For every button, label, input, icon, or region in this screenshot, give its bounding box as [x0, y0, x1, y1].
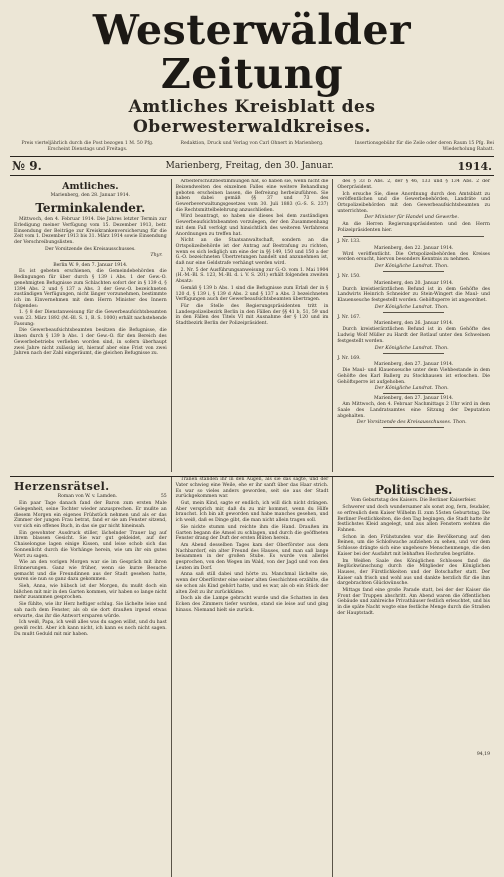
notice-item: [337, 274, 490, 313]
divider: [383, 312, 444, 313]
masthead: [10, 8, 494, 152]
terminkalender-heading: Terminkalender.: [35, 201, 146, 216]
divider: [383, 393, 444, 394]
notice-item: [337, 239, 490, 272]
feuilleton-author: Roman von W. v. Lamden.: [57, 494, 118, 500]
notice-item: [337, 356, 490, 395]
paragraph: Ich weiß, Papa, ich weiß alles was du sagen willst, und du hast gewiß recht. Aber ich kann nicht, ich kann es noch nicht sagen. Du mußt Geduld mit mir haben.: [14, 620, 167, 637]
politics-heading: Politisches.: [375, 483, 453, 498]
divider: [60, 260, 121, 261]
notice-date: Marienberg, den 20. Januar 1914.: [373, 280, 454, 286]
divider: [383, 427, 444, 428]
dateline-small: Berlin W. 9, den 7. Januar 1914.: [53, 263, 128, 269]
paragraph: Gut, mein Kind, sagte er endlich, ich will dich nicht drängen. Aber versprich mir, daß du zu mir kommst, wenn du Hilfe brauchst. Ich bin alt geworden und habe manches gesehen, und ich weiß, daß es Dinge gibt, die man nicht allein tragen soll.: [175, 501, 329, 524]
divider: [383, 271, 444, 272]
paragraph: Schwerer und doch wundersamer als sonst zog, fern, feudaler, so erfreulich dem Kaiser Wilhelm II. zum 55sten Geburtstag. Die Berliner Festlichkeiten, die den Tag begingen, die Stadt hatte ihr festlichstes Kleid angelegt, und aus allen Fenstern wehten die Fahnen.: [337, 505, 491, 533]
divider: [343, 236, 484, 237]
paragraph: Die Gewerbeaufsichtsbeamten besitzen die Befugnisse, die ihnen durch § 139 b Abs. 1 der Gew.-O. für den Bereich des Gewerbebetriebs verliehen worden sind, in sofern überhaupt zwei Jahre nicht zulässig ist, hierauf aber eine Frist von zwei Jahren nach der Zahl eingeräumt, die gleichen Befugnisse zu.: [14, 328, 167, 357]
column-2: [172, 179, 334, 472]
paragraph: Es ist gebeten erschienen, die Gemeindebehörden die Bedingungen für über durch § 139 i Abs. 1 der Gew.-O. genehmigten Befugnisse zum Schlachten sofort der in § 139 d, § 1394 Abs. 2 und § 137 a Abs. 3 der Gew.-O. bezeichneten zuständigen Verfügungen, nicht länger vorzunehmen, bestimmte ich im Einvernehmen mit dem Herrn Minister des Innern folgendes:: [14, 269, 167, 309]
page-footer-number: 94,19: [476, 752, 490, 757]
feuilleton-byline: [14, 494, 167, 499]
issue-year: 1914.: [457, 159, 492, 173]
notice-signature: Der Königliche Landrat. Thon.: [374, 386, 449, 392]
feuilleton-title: Herzensrätsel.: [14, 480, 110, 494]
politics-column: [333, 477, 494, 877]
paragraph: Im Weißen Saale des Königlichen Schlosses fand die Beglückwünschung durch die Mitglieder des Königlichen Hauses, der Fürstlichkeiten und der Botschafter statt. Der Kaiser sah frisch und wohl aus und dankte herzlich für die ihm dargebrachten Glückwünsche.: [337, 558, 491, 587]
feuilleton-continued-column: [172, 477, 334, 877]
issue-date: Marienberg, Freitag, den 30. Januar.: [165, 161, 334, 172]
paragraph: Ein gewohnter Ausdruck stiller, lächelnder Trauer lag auf ihrem blassen Gesicht. Sie war gut gekleidet, auf der Chaiselongue lagen einige Kissen, und leise schob sich das Sonnenlicht durch die Vorhänge herein, wie um ihr ein gutes Wort zu sagen.: [14, 530, 167, 559]
paragraph: Am Abend desselben Tages kam der Oberförster aus dem Nachbardorf, ein alter Freund des Hauses, und man saß lange beisammen in der großen Stube. Es wurde von allerlei gesprochen, von den Wegen im Wald, von der Jagd und von den Leuten im Dorf.: [175, 542, 329, 571]
lower-section: [10, 476, 494, 877]
column-3: [333, 179, 494, 472]
feuilleton-column: [10, 477, 172, 877]
signature: Der Minister für Handel und Gewerbe.: [364, 215, 459, 221]
paragraph: Der Vorsitzende des Kreisausschusses.: [45, 246, 136, 252]
notice-text: Wird veröffentlicht. Die Ortspolizeibehörden des Kreises werden ersucht, hiervon besonders Kenntnis zu nehmen.: [337, 251, 491, 263]
newspaper-subtitle: Amtliches Kreisblatt des Oberwesterwaldkreises.: [128, 97, 376, 137]
notice-item: [337, 315, 490, 354]
notice-ref: J. Nr. 167.: [337, 314, 361, 320]
masthead-info: [10, 141, 494, 152]
paragraph: Gemäß § 139 b Abs. 1 sind die Befugnisse zum Erlaß der in § 120 d, § 139 i, § 139 d Abs. 2 und § 137 a Abs. 3 bezeichneten Verfügungen auch der Gewerbeaufsichtsbeamten übertragen.: [175, 285, 329, 303]
paragraph: An die Herren Regierungspräsidenten und den Herrn Polizeipräsidenten hier.: [337, 222, 491, 234]
paragraph: Mittwoch, den 4. Februar 1914. Die Jahres letzter Termin zur Erledigung meiner Verfügung vom 15. Dezember 1913, betr. Einsendung der Beiträge zur Kreiskrankenversicherung für die Zeit vom 1. Dezember 1913 bis 31. März 1914 sowie Einsendung der Verschreibungslisten.: [14, 217, 167, 245]
notice-date: Marienberg, den 26. Januar 1914.: [373, 321, 454, 327]
notices-list: [337, 239, 490, 429]
paragraph: Wie an den vorigen Morgen war sie im Gespräch mit ihren Erinnerungen. Ganz wie früher, wenn sie kurze Besuche gemacht und die Freundinnen aus der Stadt gesehen hatte, waren sie nun so ganz dazu gekommen.: [14, 560, 167, 583]
notice-ref: J. Nr. 133.: [337, 238, 361, 244]
paragraph: Ich ersuche Sie, diese Anordnung durch den Amtsblatt zu veröffentlichen und die Gewerbebehörden, Landräte und Ortspolizeibehörden mit den Gewerbeaufsichtsbeamten zu unterrichten.: [337, 191, 491, 214]
paragraph: 1. § 8 der Dienstanweisung für die Gewerbeaufsichtsbeamten vom 23. März 1892 (M.-Bl. S. 1, B. S. 1000) erhält nachstehende Fassung:: [14, 310, 167, 327]
notice-text: Durch kreistierärztlichen Befund ist in dem Gehöfte des Ludwig Wolf Müller zu Hardt der Rotlauf unter den Schweinen festgestellt worden.: [337, 327, 491, 344]
signature: Thyr.: [150, 253, 163, 259]
dateline: [10, 156, 494, 176]
publisher-info: Redaktion, Druck und Verlag von Carl Ohnert in Marienberg.: [180, 141, 324, 146]
notice-ref: J. Nr. 169.: [337, 355, 361, 361]
paragraph: Für die Stelle des Regierungspräsidenten tritt in Landespolizeibezirk Berlin in den Fällen der §§ 41 b, 51, 59 und in den Fällen des Titels VI mit Ausnahme der § 120 und im Stadtbezirk Berlin der Polizeipräsident.: [175, 303, 329, 327]
paragraph: Sie nickte stumm und reichte ihm die Hand. Draußen im Garten begann die Amsel zu schlagen, und durch die geöffneten Fenster drang der Duft der ersten Blüten herein.: [175, 524, 329, 542]
notice-date: Marienberg, den 27. Januar 1914.: [373, 362, 454, 368]
paragraph: des § 33 b Abs. 2, der § 46, 133 und § 134 Abs. 2 der Oberpräsident.: [337, 179, 491, 190]
notice-text: Am Mittwoch, den 4. Februar Nachmittags 2 Uhr wird in dem Saale des Landratsamtes eine Sitzung der Deputation abgehalten.: [337, 402, 491, 419]
paragraph: Mittags fand eine große Parade statt, bei der der Kaiser die Front der Truppen abschritt. Am Abend waren die öffentlichen Gebäude und zahlreiche Privathäuser festlich erleuchtet, und bis in die späte Nacht wogte eine festliche Menge durch die Straßen der Hauptstadt.: [337, 588, 491, 616]
section-date: Marienberg, den 28. Januar 1914.: [50, 193, 131, 199]
notice-text: Die Maul- und Klauenseuche unter dem Viehbestande in dem Gehöfte des Karl Ballerg zu Stockhausen ist erloschen. Die Gehöftsperre ist aufgehoben.: [337, 368, 491, 385]
issue-number: № 9.: [12, 159, 42, 174]
advertising-info: Insertionsgebühr für die Zeile oder deren Raum 15 Pfg. Bei Wiederholung Rabatt.: [354, 141, 494, 152]
paragraph: Doch als die Lampe gebracht wurde und die Schatten in den Ecken des Zimmers tiefer wurden, stand sie leise auf und ging hinaus. Niemand hielt sie zurück.: [175, 596, 329, 613]
notice-text: Durch kreistierärztlichen Befund ist in dem Gehöfte des Landwirts Heinrich Schneider zu Stein-Wingert die Maul- und Klauenseuche festgestellt worden. Gehöftsperre ist angeordnet.: [337, 286, 491, 304]
paragraph: Anna saß still dabei und hörte zu. Manchmal lächelte sie, wenn der Oberförster eine seiner alten Geschichten erzählte, die sie schon als Kind gehört hatte, und es war, als ob ein Stück der alten Zeit zu ihr zurückkäme.: [175, 572, 329, 595]
paragraph: Sieh, Anna, wie hübsch ist der Morgen, du mußt doch ein bißchen mit mir in den Garten kommen, wir haben so lange nicht mehr zusammen gesprochen.: [14, 584, 167, 601]
paragraph: Wird beantragt, so haben sie dieses bei dem zuständigen Gewerbeaufsichtsbeamten vorzulegen, der den Zusammenhang mit dem Fall verfolgt und hinsichtlich des weiteren Verfahrens Anordnungen zu treffen hat.: [175, 214, 329, 237]
paragraph: Tränen standen ihr in den Augen, als sie das sagte, und der Vater schwieg eine Weile, ehe er ihr sanft über das Haar strich. Es war so vieles anders geworden, seit sie aus der Stadt zurückgekommen war.: [175, 477, 329, 500]
feuilleton-number: 55: [160, 494, 167, 500]
subscription-info: Preis vierteljährlich durch die Post bezogen 1 M. 50 Pfg. Erscheint Dienstags und Freitags.: [21, 141, 154, 152]
section-title-amtliches: Amtliches.: [62, 181, 119, 193]
notice-ref: J. Nr. 150.: [337, 273, 361, 279]
politics-subheading: Vom Geburtstag des Kaisers. Die Berliner Kaiserfeier.: [350, 498, 477, 504]
notice-signature: Der Königliche Landrat. Thon.: [374, 304, 449, 310]
paragraph: Ein paar Tage danach fand der Baron zum ersten Male Gelegenheit, seine Tochter wieder anzusprechen. Er mußte an diesem Morgen ein eigenes Frühstück nehmen und als er das Zimmer der jungen Frau betrat, fand er sie am Fenster sitzend, vor sich ein offenes Buch, in das sie gar nicht hineinsah.: [14, 501, 167, 529]
paragraph: Arbeiterschutzbestimmungen hat, so haben sie, wenn nicht die Beizendweiten des einzelnen Falles eine weitere Behandlung geboten erscheinen lassen, die Befreiung herbeizuführen. Sie haben dabei gemäß §§ 37 und 73 des Gewerbeverwaltungsgesetzes vom 30. Juli 1883 (G.-S. S. 237) die Rechtsmittelbelehrung anzuschließen.: [175, 179, 329, 213]
notice-item: [337, 396, 490, 428]
notice-date: Marienberg, den 22. Januar 1914.: [373, 245, 454, 251]
notice-signature: Der Königliche Landrat. Thon.: [374, 263, 449, 269]
paragraph: Schon in den Frühstunden war die Bevölkerung auf den Beinen, um die Schloßwache aufziehen zu sehen, und vor dem Schlosse drängte sich eine ungeheure Menschenmenge, die den Kaiser bei der Ausfahrt mit lebhaften Hochrufen begrüßte.: [337, 534, 491, 557]
paragraph: 2. Nr. 5 der Ausführungsanweisung zur G.-O. vom 1. Mai 1904 (H.-M.-Bl. S. 123, M.-Bl. d. i. V. S. 201) erhält folgenden zweiten Absatz:: [175, 267, 329, 285]
official-section: [10, 179, 494, 472]
notice-signature: Der Vorsitzende des Kreisausschusses. Thon.: [356, 420, 467, 426]
paragraph: Sie fühlte, wie ihr Herz heftiger schlug. Sie lächelte leise und sah nach dem Fenster, als ob sie dort draußen irgend etwas erwarte, das ihr die Antwort ersparen würde.: [14, 602, 167, 619]
column-1: [10, 179, 172, 472]
notice-signature: Der Königliche Landrat. Thon.: [374, 345, 449, 351]
newspaper-title: Westerwälder Zeitung: [92, 6, 412, 98]
divider: [383, 353, 444, 354]
paragraph: Nicht an die Staatsanwaltschaft, sondern an die Ortspolizeibehörde ist der Antrag auf Bestrafung zu richten, wenn es sich lediglich um eine der in §§ 149, 150 und 150 a der G.-O. bezeichneten Übertretungen handelt und anzunehmen ist, daß nur eine Geldstrafe verhängt werden wird.: [175, 238, 329, 267]
notice-date: Marienberg, den 27. Januar 1914.: [373, 396, 454, 402]
